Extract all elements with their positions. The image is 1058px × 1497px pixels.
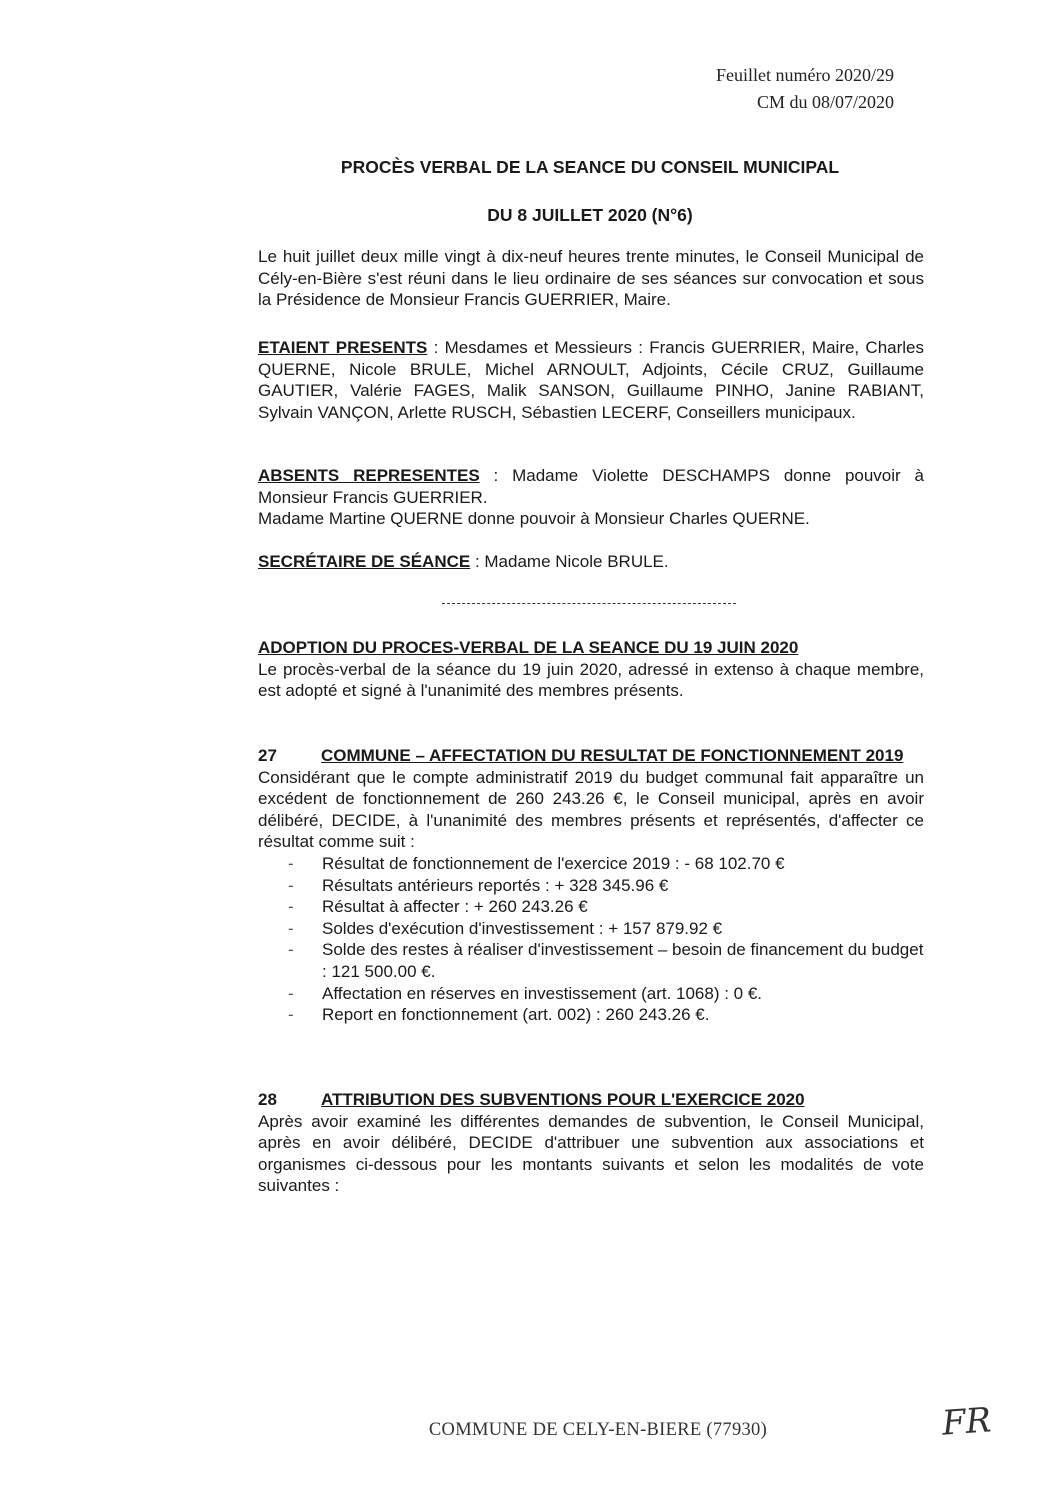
list-item: - Soldes d'exécution d'investissement : + 157 879.92 € bbox=[288, 918, 924, 940]
item-28-title: ATTRIBUTION DES SUBVENTIONS POUR L'EXERCICE 2020 bbox=[321, 1090, 805, 1109]
item-28-heading bbox=[258, 1089, 924, 1111]
intro-paragraph: Le huit juillet deux mille vingt à dix-neuf heures trente minutes, le Conseil Municipal de Cély-en-Bière s'est réuni dans le lieu ordinaire de ses séances sur convocation et sous la Présidence de Monsieur Francis GUERRIER, Maire. bbox=[258, 247, 924, 310]
list-item: - Affectation en réserves en investissement (art. 1068) : 0 €. bbox=[288, 983, 924, 1005]
separator bbox=[442, 603, 736, 604]
adoption-text: Le procès-verbal de la séance du 19 juin 2020, adressé in extenso à chaque membre, est adopté et signé à l'unanimité des membres présents. bbox=[258, 659, 924, 701]
secretary-label: SECRÉTAIRE DE SÉANCE bbox=[258, 552, 471, 571]
meeting-date: CM du 08/07/2020 bbox=[756, 92, 894, 112]
item-27-list bbox=[258, 853, 924, 1026]
item-27-section bbox=[258, 745, 924, 1026]
item-28-number: 28 bbox=[258, 1090, 277, 1109]
list-item: - Solde des restes à réaliser d'investissement – besoin de financement du budget : 121 500.00 €. bbox=[288, 939, 924, 982]
absents-text-2: Madame Martine QUERNE donne pouvoir à Monsieur Charles QUERNE. bbox=[258, 509, 810, 529]
secretary-text: : Madame Nicole BRULE. bbox=[470, 552, 669, 571]
item-28-section bbox=[258, 1089, 924, 1197]
item-27-number: 27 bbox=[258, 746, 277, 765]
absents-paragraph bbox=[258, 465, 924, 530]
list-item: - Report en fonctionnement (art. 002) : 260 243.26 €. bbox=[288, 1004, 924, 1026]
initials-signature: FR bbox=[940, 1400, 993, 1444]
list-item: - Résultats antérieurs reportés : + 328 345.96 € bbox=[288, 875, 924, 897]
absents-label: ABSENTS REPRESENTES bbox=[258, 466, 480, 485]
page-header bbox=[716, 62, 894, 116]
page-subtitle: DU 8 JUILLET 2020 (N°6) bbox=[487, 205, 693, 225]
item-28-text: Après avoir examiné les différentes demandes de subvention, le Conseil Municipal, après en avoir délibéré, DECIDE d'attribuer une subvention aux associations et organismes ci-dessous pour les montants suivants et selon les modalités de vote suivantes : bbox=[258, 1111, 924, 1196]
page-footer: COMMUNE DE CELY-EN-BIERE (77930) bbox=[428, 1420, 768, 1440]
item-27-text: Considérant que le compte administratif 2019 du budget communal fait apparaître un excédent de fonctionnement de 260 243.26 €, le Conseil municipal, après en avoir délibéré, DECIDE, à l'unanimité des membres présents et représentés, d'affecter ce résultat comme suit : bbox=[258, 767, 924, 852]
list-item: - Résultat à affecter : + 260 243.26 € bbox=[288, 896, 924, 918]
item-27-heading bbox=[258, 745, 924, 767]
presents-paragraph bbox=[258, 337, 924, 423]
list-item: - Résultat de fonctionnement de l'exercice 2019 : - 68 102.70 € bbox=[288, 853, 924, 875]
sheet-number: Feuillet numéro 2020/29 bbox=[716, 65, 894, 85]
adoption-heading: ADOPTION DU PROCES-VERBAL DE LA SEANCE DU 19 JUIN 2020 bbox=[258, 638, 799, 657]
item-27-title: COMMUNE – AFFECTATION DU RESULTAT DE FONCTIONNEMENT 2019 bbox=[321, 746, 904, 765]
page-title: PROCÈS VERBAL DE LA SEANCE DU CONSEIL MUNICIPAL bbox=[340, 157, 840, 177]
presents-label: ETAIENT PRESENTS bbox=[258, 338, 428, 357]
absents-text: : Madame Violette DESCHAMPS donne pouvoir à Monsieur Francis GUERRIER. bbox=[258, 466, 924, 507]
secretary-paragraph bbox=[258, 551, 924, 573]
adoption-section bbox=[258, 637, 924, 702]
presents-text: : Mesdames et Messieurs : Francis GUERRIER, Maire, Charles QUERNE, Nicole BRULE, Michel ARNOULT, Adjoints, Cécile CRUZ, Guillaume GAUTIER, Valérie FAGES, Malik SANSON, Guillaume PINHO, Janine RABIANT, Sylvain VANÇON, Arlette RUSCH, Sébastien LECERF, Conseillers municipaux. bbox=[258, 338, 925, 422]
